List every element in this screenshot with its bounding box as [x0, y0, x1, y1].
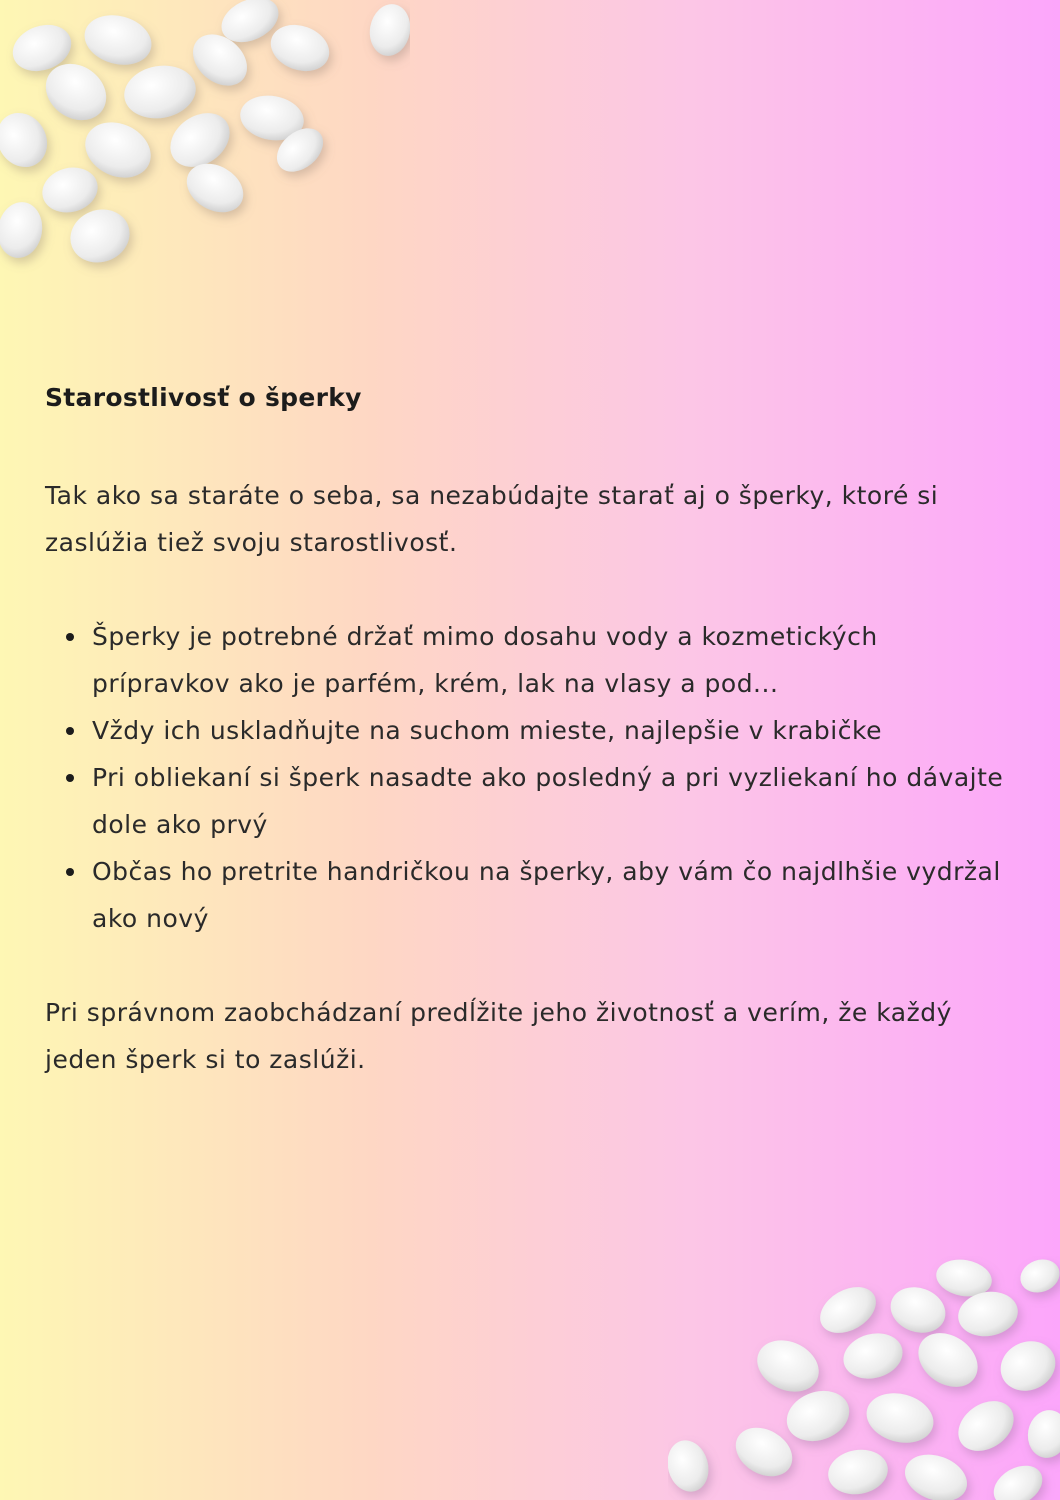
list-item-text: Šperky je potrebné držať mimo dosahu vody a kozmetických prípravkov ako je parfém, krém, lak na vlasy a pod...: [92, 622, 878, 698]
bullet-icon: [66, 633, 74, 641]
petals-icon: [0, 0, 410, 280]
bullet-icon: [66, 868, 74, 876]
bullet-icon: [66, 774, 74, 782]
top-left-petals-decoration: [0, 0, 410, 280]
bullet-icon: [66, 727, 74, 735]
list-item: [92, 613, 1020, 707]
bottom-right-petals-decoration: [668, 1256, 1060, 1500]
list-item: [92, 754, 1020, 848]
page-title: Starostlivosť o šperky: [45, 383, 362, 412]
list-item-text: Pri obliekaní si šperk nasadte ako posledný a pri vyzliekaní ho dávajte dole ako prvý: [92, 763, 1004, 839]
closing-paragraph: Pri správnom zaobchádzaní predĺžite jeho životnosť a verím, že každý jeden šperk si to zaslúži.: [45, 998, 952, 1074]
list-item-text: Vždy ich uskladňujte na suchom mieste, najlepšie v krabičke: [92, 716, 882, 745]
intro-paragraph: Tak ako sa staráte o seba, sa nezabúdajte starať aj o šperky, ktoré si zaslúžia tiež svoju starostlivosť.: [45, 481, 939, 557]
petals-icon: [668, 1256, 1060, 1500]
list-item: [92, 848, 1020, 942]
document-body: [45, 378, 1020, 1083]
list-item: [92, 707, 1020, 754]
list-item-text: Občas ho pretrite handričkou na šperky, aby vám čo najdlhšie vydržal ako nový: [92, 857, 1001, 933]
care-tips-list: [45, 613, 1020, 942]
